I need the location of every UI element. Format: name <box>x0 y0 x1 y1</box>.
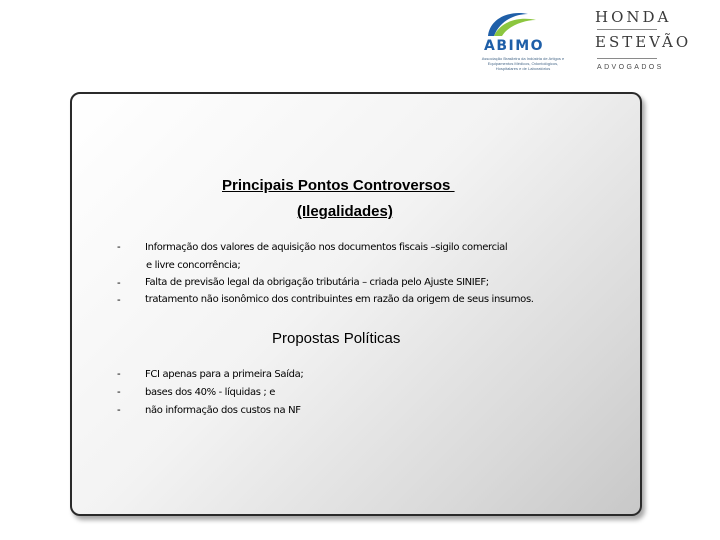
controversial-point: Informação dos valores de aquisição nos documentos fiscais –sigilo comercial <box>145 242 508 253</box>
abimo-name: ABIMO <box>484 38 545 54</box>
law-firm-line2: ESTEVÃO <box>595 33 692 51</box>
bullet-dash: - <box>117 404 121 416</box>
bullet-dash: - <box>117 277 121 289</box>
controversial-point-continuation: e livre concorrência; <box>146 260 241 271</box>
proposal-item: FCI apenas para a primeira Saída; <box>145 369 304 380</box>
proposal-item: bases dos 40% - líquidas ; e <box>145 387 276 398</box>
law-firm-line1: HONDA <box>595 8 672 26</box>
logo-divider <box>597 58 657 59</box>
abimo-logo <box>470 8 580 78</box>
law-firm-line3: ADVOGADOS <box>597 64 664 71</box>
logo-divider <box>597 29 657 30</box>
abimo-swoosh-icon <box>480 8 540 40</box>
abimo-tagline: Associação Brasileira da Indústria de Artigos e Equipamentos Médicos, Odontológicos, Hospitalares e de Laboratórios <box>481 56 565 71</box>
controversial-point: tratamento não isonômico dos contribuintes em razão da origem de seus insumos. <box>145 294 534 305</box>
heading-line1: Principais Pontos Controversos <box>222 177 455 194</box>
law-firm-logo <box>595 8 692 73</box>
subheading: Propostas Políticas <box>272 330 401 347</box>
bullet-dash: - <box>117 294 121 306</box>
bullet-dash: - <box>117 241 121 253</box>
bullet-dash: - <box>117 386 121 398</box>
proposal-item: não informação dos custos na NF <box>145 405 301 416</box>
heading-line2: (Ilegalidades) <box>297 203 393 220</box>
controversial-point: Falta de previsão legal da obrigação tributária – criada pelo Ajuste SINIEF; <box>145 277 489 288</box>
bullet-dash: - <box>117 368 121 380</box>
